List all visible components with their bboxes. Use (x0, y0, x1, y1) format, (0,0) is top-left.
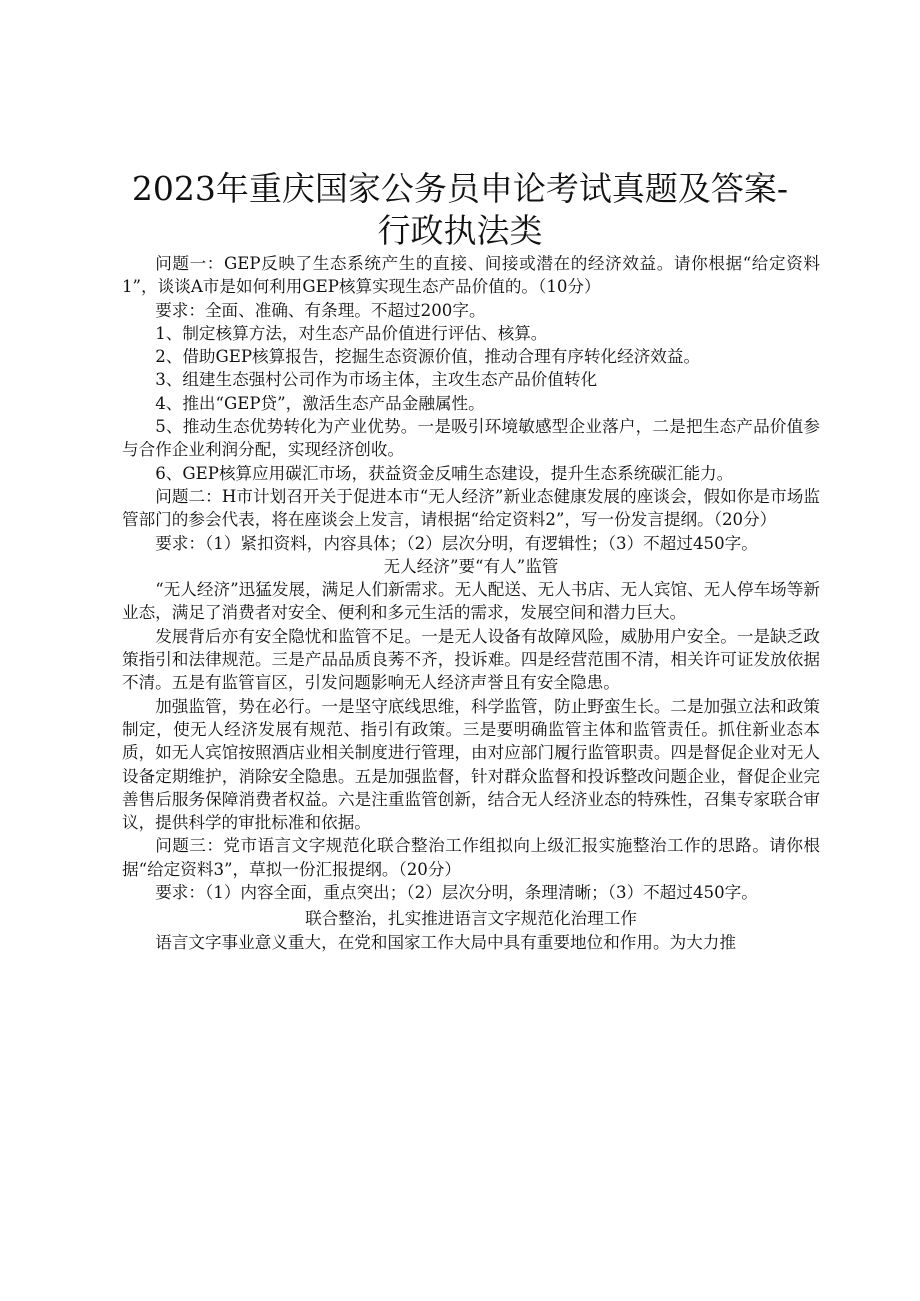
document-title-line-2: 行政执法类 (377, 211, 543, 250)
answer-2-paragraph: 发展背后亦有安全隐忧和监管不足。一是无人设备有故障风险，威胁用户安全。一是缺乏政策指引和法律规范。三是产品品质良莠不齐，投诉难。四是经营范围不清，相关许可证发放依据不清。五是有监管盲区，引发问题影响无人经济声誉且有安全隐患。 (122, 626, 820, 693)
document-title-line-1: 2023年重庆国家公务员申论考试真题及答案- (131, 169, 789, 208)
answer-3-title: 联合整治，扎实推进语言文字规范化治理工作 (305, 909, 637, 929)
question-1-requirement: 要求：全面、准确、有条理。不超过200字。 (155, 300, 486, 320)
question-2-requirement: 要求：（1）紧扣资料，内容具体；（2）层次分明，有逻辑性；（3）不超过450字。 (155, 533, 758, 553)
question-2: 问题二：H市计划召开关于促进本市“无人经济”新业态健康发展的座谈会，假如你是市场监管部门的参会代表，将在座谈会上发言，请根据“给定资料2”，写一份发言提纲。（20分） (122, 486, 820, 530)
answer-1-item: 6、GEP核算应用碳汇市场，获益资金反哺生态建设，提升生态系统碳汇能力。 (155, 463, 734, 483)
answer-1-item: 3、组建生态强村公司作为市场主体，主攻生态产品价值转化 (155, 370, 598, 390)
answer-2-paragraph: “无人经济”迅猛发展，满足人们新需求。无人配送、无人书店、无人宾馆、无人停车场等新业态，满足了消费者对安全、便利和多元生活的需求，发展空间和潜力巨大。 (122, 580, 820, 623)
question-3-requirement: 要求：（1）内容全面，重点突出；（2）层次分明，条理清晰；（3）不超过450字。 (155, 883, 758, 903)
document-body (122, 252, 820, 954)
answer-1-item: 2、借助GEP核算报告，挖掘生态资源价值，推动合理有序转化经济效益。 (155, 347, 701, 367)
answer-1-item: 5、推动生态优势转化为产业优势。一是吸引环境敏感型企业落户，二是把生态产品价值参与合作企业利润分配，实现经济创收。 (122, 417, 820, 460)
question-1: 问题一：GEP反映了生态系统产生的直接、间接或潜在的经济效益。请你根据“给定资料1”，谈谈A市是如何利用GEP核算实现生态产品价值的。（10分） (122, 254, 820, 297)
answer-2-title: 无人经济”要“有人”监管 (383, 556, 559, 576)
answer-2-paragraph: 加强监管，势在必行。一是坚守底线思维，科学监管，防止野蛮生长。二是加强立法和政策制定，使无人经济发展有规范、指引有政策。三是要明确监管主体和监管责任。抓住新业态本质，如无人宾馆按照酒店业相关制度进行管理，由对应部门履行监管职责。四是督促企业对无人设备定期维护，消除安全隐患。五是加强监督，针对群众监督和投诉整改问题企业，督促企业完善售后服务保障消费者权益。六是注重监管创新，结合无人经济业态的特殊性，召集专家联合审议，提供科学的审批标准和依据。 (122, 696, 820, 833)
question-3: 问题三：党市语言文字规范化联合整治工作组拟向上级汇报实施整治工作的思路。请你根据“给定资料3”，草拟一份汇报提纲。（20分） (122, 836, 820, 879)
answer-1-item: 1、制定核算方法，对生态产品价值进行评估、核算。 (155, 323, 548, 343)
answer-1-item: 4、推出“GEP贷”，激活生态产品金融属性。 (155, 393, 485, 413)
answer-3-paragraph: 语言文字事业意义重大，在党和国家工作大局中具有重要地位和作用。为大力推 (155, 932, 736, 952)
